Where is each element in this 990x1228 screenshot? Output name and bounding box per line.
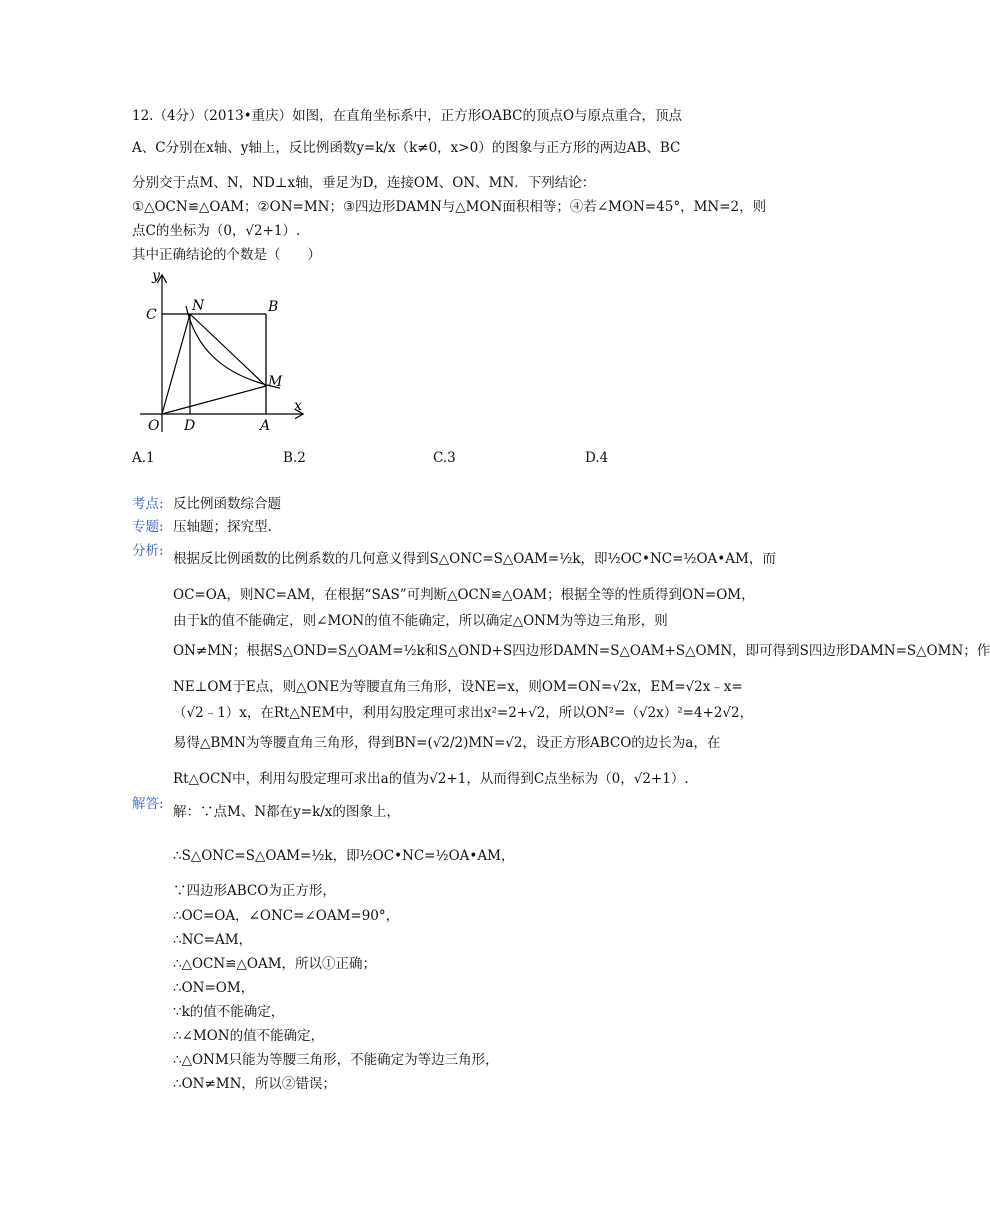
geometry-figure <box>140 268 315 438</box>
zhuanti-label: 专题: <box>132 519 164 535</box>
jieda-line-8: ∵k的值不能确定， <box>173 1004 285 1020</box>
jieda-line-7: ∴ON=OM， <box>173 980 255 996</box>
label-a: A <box>260 418 271 434</box>
jieda-line-9: ∴∠MON的值不能确定， <box>173 1028 325 1044</box>
fenxi-line-1: 根据反比例函数的比例系数的几何意义得到S△ONC=S△OAM=½k，即½OC•NC=½OA•AM，而 <box>173 551 776 567</box>
jieda-line-10: ∴△ONM只能为等腰三角形，不能确定为等边三角形， <box>173 1052 499 1068</box>
fenxi-label: 分析: <box>132 543 164 559</box>
label-y: y <box>152 268 160 284</box>
fenxi-line-7: 易得△BMN为等腰直角三角形，得到BN=(√2/2)MN=√2，设正方形ABCO的边长为a，在 <box>173 735 721 751</box>
label-c: C <box>146 307 157 323</box>
question-line-1: 12.（4分）（2013•重庆）如图，在直角坐标系中，正方形OABC的顶点O与原点重合，顶点 <box>132 108 683 124</box>
kaodian-text: 反比例函数综合题 <box>173 496 281 512</box>
fenxi-line-2: OC=OA，则NC=AM，在根据“SAS”可判断△OCN≌△OAM；根据全等的性质得到ON=OM， <box>173 587 755 603</box>
option-d: D.4 <box>585 450 609 466</box>
kaodian-label: 考点: <box>132 496 164 512</box>
jieda-line-6: ∴△OCN≌△OAM，所以①正确； <box>173 956 377 972</box>
label-b: B <box>268 299 279 315</box>
jieda-line-5: ∴NC=AM， <box>173 932 253 948</box>
option-b: B.2 <box>283 450 306 466</box>
question-line-6: 其中正确结论的个数是（ ） <box>132 247 321 263</box>
fenxi-line-3: 由于k的值不能确定，则∠MON的值不能确定，所以确定△ONM为等边三角形，则 <box>173 613 668 629</box>
fenxi-line-4: ON≠MN；根据S△OND=S△OAM=½k和S△OND+S四边形DAMN=S△OAM+S△OMN，即可得到S四边形DAMN=S△OMN；作 <box>173 643 990 659</box>
label-n: N <box>192 298 205 314</box>
segment-om <box>162 386 266 414</box>
zhuanti-text: 压轴题；探究型. <box>173 519 272 535</box>
question-line-4: ①△OCN≌△OAM；②ON=MN；③四边形DAMN与△MON面积相等；④若∠MON=45°，MN=2，则 <box>132 199 767 215</box>
option-a: A.1 <box>132 450 155 466</box>
label-d: D <box>184 418 196 434</box>
label-x: x <box>294 398 302 414</box>
question-line-3: 分别交于点M、N，ND⊥x轴，垂足为D，连接OM、ON、MN．下列结论： <box>132 175 596 191</box>
segment-mn <box>190 314 266 386</box>
segment-on <box>162 314 190 414</box>
jieda-line-11: ∴ON≠MN，所以②错误； <box>173 1076 336 1092</box>
option-c: C.3 <box>433 450 456 466</box>
fenxi-line-6: （√2﹣1）x，在Rt△NEM中，利用勾股定理可求出x²=2+√2，所以ON²=（√2x）²=4+2√2， <box>173 705 754 721</box>
jieda-label: 解答: <box>132 796 164 812</box>
jieda-line-3: ∵四边形ABCO为正方形， <box>173 883 336 899</box>
jieda-line-1: 解：∵点M、N都在y=k/x的图象上， <box>173 804 400 820</box>
jieda-line-2: ∴S△ONC=S△OAM=½k，即½OC•NC=½OA•AM， <box>173 848 515 864</box>
jieda-line-4: ∴OC=OA，∠ONC=∠OAM=90°， <box>173 908 400 924</box>
question-line-5: 点C的坐标为（0，√2+1）. <box>132 223 301 239</box>
label-m: M <box>268 374 283 390</box>
fenxi-line-8: Rt△OCN中，利用勾股定理可求出a的值为√2+1，从而得到C点坐标为（0，√2+1）. <box>173 771 689 787</box>
question-line-2: A、C分别在x轴、y轴上，反比例函数y=k/x（k≠0，x>0）的图象与正方形的两边AB、BC <box>132 140 681 156</box>
fenxi-line-5: NE⊥OM于E点，则△ONE为等腰直角三角形，设NE=x，则OM=ON=√2x，EM=√2x﹣x= <box>173 679 743 695</box>
label-o: O <box>148 418 160 434</box>
